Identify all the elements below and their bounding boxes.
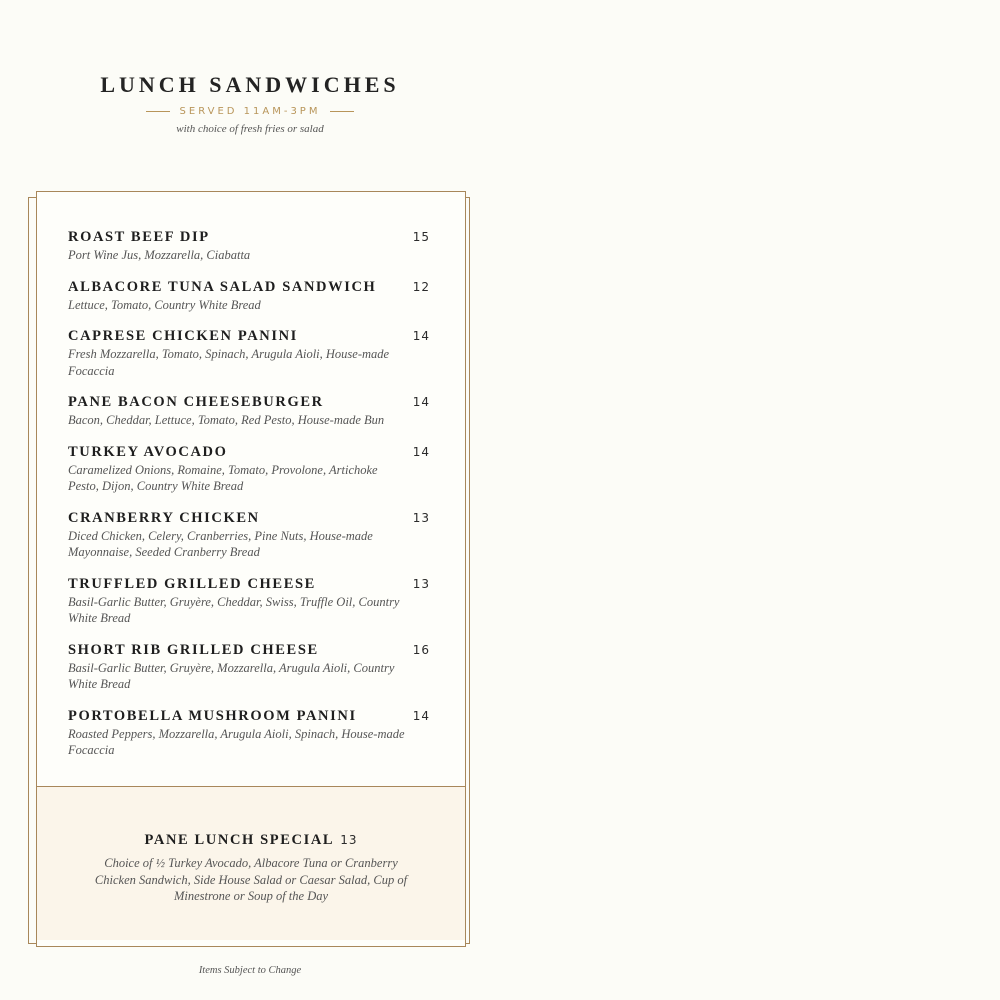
menu-item-description: Roasted Peppers, Mozzarella, Arugula Aioli, Spinach, House-made Focaccia (68, 726, 405, 757)
menu-item (68, 393, 438, 429)
menu-item-description: Fresh Mozzarella, Tomato, Spinach, Arugula Aioli, House-made Focaccia (68, 347, 390, 378)
menu-item-price: 14 (412, 329, 430, 343)
menu-item (68, 278, 438, 314)
divider-left (146, 111, 170, 112)
menu-item-price: 14 (412, 444, 430, 459)
lunch-special-box (37, 786, 465, 940)
lunch-special-description: Choice of ½ Turkey Avocado, Albacore Tuna or Cranberry Chicken Sandwich, Side House Salad or Caesar Salad, Cup of Minestrone or Soup of the Day (94, 856, 408, 903)
menu-item-name: TURKEY AVOCADO (68, 443, 228, 460)
menu-item (68, 575, 438, 627)
menu-item-name: TRUFFLED GRILLED CHEESE (68, 575, 316, 592)
menu-item (68, 228, 438, 264)
lunch-special-heading (37, 829, 465, 849)
menu-item-name: PANE BACON CHEESEBURGER (68, 394, 324, 410)
lunch-special-price: 13 (340, 833, 358, 847)
menu-item (68, 443, 438, 495)
menu-item-price: 14 (412, 708, 430, 723)
menu-item-name: CAPRESE CHICKEN PANINI (68, 328, 298, 344)
lunch-special-title: PANE LUNCH SPECIAL (144, 832, 335, 848)
menu-item-name: CRANBERRY CHICKEN (68, 509, 260, 526)
served-hours: SERVED 11AM-3PM (179, 106, 321, 117)
menu-item (68, 641, 438, 693)
menu-item-name: PORTOBELLA MUSHROOM PANINI (68, 707, 357, 724)
menu-item-name: ALBACORE TUNA SALAD SANDWICH (68, 278, 377, 295)
menu-item-price: 13 (412, 510, 430, 525)
menu-item-price: 14 (412, 395, 430, 409)
menu-item-price: 12 (412, 279, 430, 294)
menu-item-description: Lettuce, Tomato, Country White Bread (68, 297, 261, 312)
menu-item-price: 15 (412, 230, 430, 244)
menu-item-price: 16 (412, 642, 430, 657)
menu-item-description: Port Wine Jus, Mozzarella, Ciabatta (68, 248, 251, 262)
menu-item (68, 707, 438, 759)
menu-item-description: Basil-Garlic Butter, Gruyère, Mozzarella, Arugula Aioli, Country White Bread (68, 660, 395, 691)
menu-header (40, 72, 460, 135)
menu-item (68, 327, 438, 379)
side-choice-note: with choice of fresh fries or salad (176, 123, 324, 135)
menu-item-description: Diced Chicken, Celery, Cranberries, Pine Nuts, House-made Mayonnaise, Seeded Cranberry Bread (68, 528, 373, 559)
menu-item-price: 13 (412, 576, 430, 591)
menu-item-description: Bacon, Cheddar, Lettuce, Tomato, Red Pesto, House-made Bun (68, 413, 385, 427)
menu-item-description: Basil-Garlic Butter, Gruyère, Cheddar, Swiss, Truffle Oil, Country White Bread (68, 594, 400, 625)
page-title: LUNCH SANDWICHES (100, 72, 400, 97)
menu-item-list (68, 228, 438, 773)
footer-note: Items Subject to Change (198, 965, 302, 976)
menu-item (68, 509, 438, 561)
divider-right (330, 111, 354, 112)
menu-item-name: ROAST BEEF DIP (68, 229, 210, 245)
served-hours-row (40, 106, 460, 117)
menu-item-description: Caramelized Onions, Romaine, Tomato, Provolone, Artichoke Pesto, Dijon, Country White Bread (68, 462, 378, 493)
menu-item-name: SHORT RIB GRILLED CHEESE (68, 641, 319, 658)
